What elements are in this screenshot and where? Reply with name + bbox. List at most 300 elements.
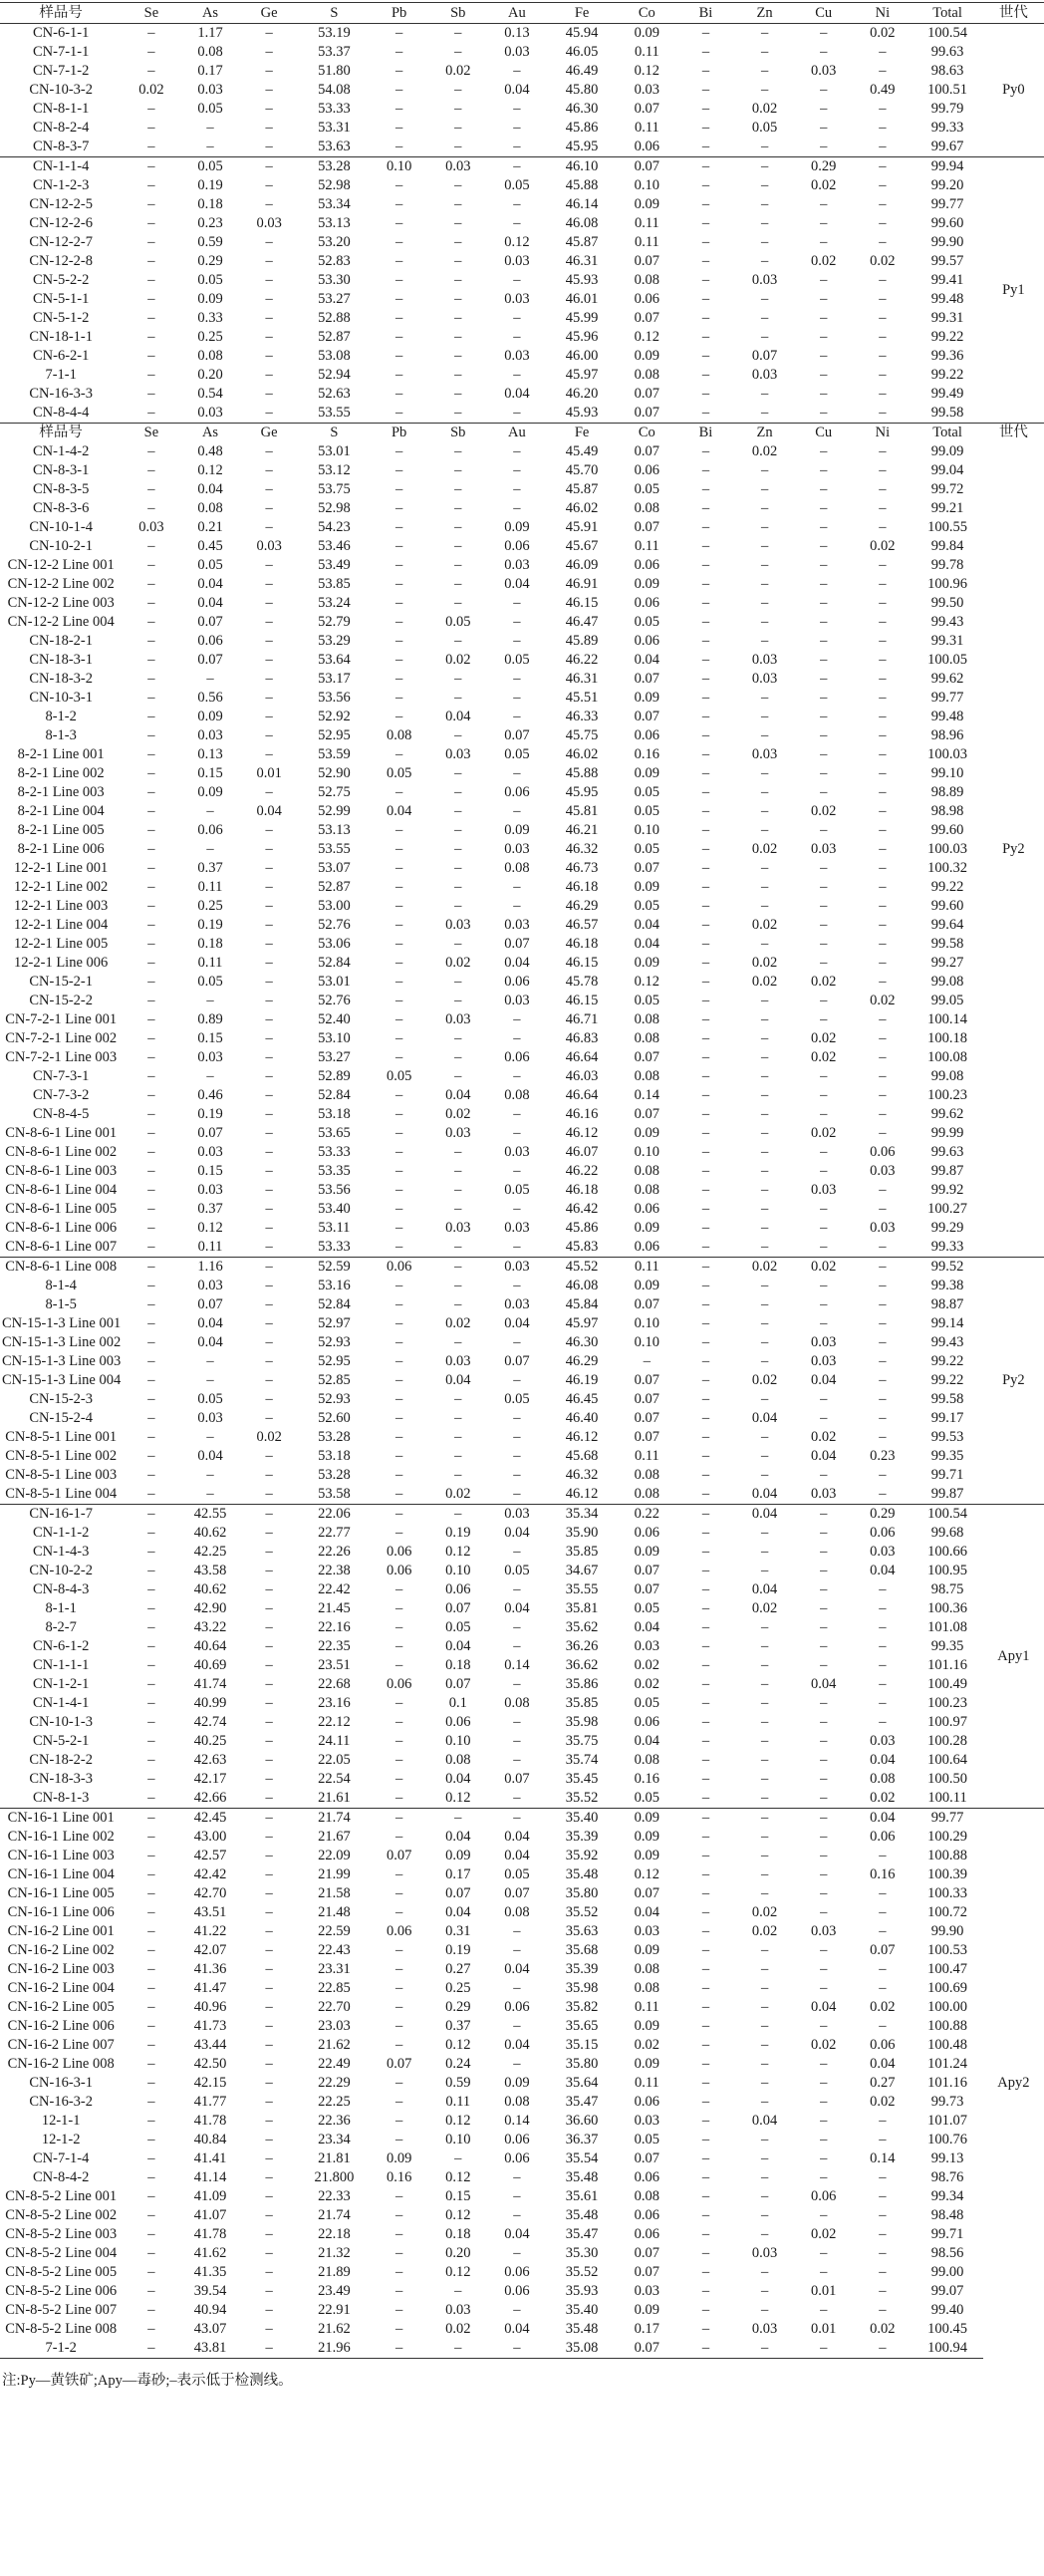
value-cell: 22.36 (318, 2113, 351, 2129)
value-cell: 99.79 (930, 101, 964, 117)
value-cell: 0.03 (634, 2283, 660, 2299)
value-cell: – (701, 1829, 710, 1845)
value-cell: – (820, 1866, 828, 1882)
value-cell: – (701, 2113, 710, 2129)
sample-id-cell: 8-2-1 Line 001 (17, 746, 105, 762)
sample-id-cell: CN-12-2-8 (29, 253, 93, 269)
value-cell: – (265, 841, 273, 857)
value-cell: 46.01 (565, 291, 599, 307)
value-cell: – (395, 63, 403, 79)
value-cell: 0.09 (618, 1809, 676, 1829)
value-cell: – (265, 44, 273, 60)
value-cell: – (794, 1505, 853, 1525)
value-cell: – (820, 500, 828, 516)
value-cell: – (454, 1429, 462, 1445)
value-cell: – (760, 291, 769, 307)
value-cell: – (265, 917, 273, 933)
value-cell: – (820, 2094, 828, 2110)
value-cell: – (879, 2018, 887, 2034)
value-cell: – (395, 633, 403, 649)
value-cell: – (265, 595, 273, 611)
value-cell: – (701, 690, 710, 706)
value-cell: – (879, 1980, 887, 1996)
value-cell: 0.08 (386, 727, 412, 743)
value-cell: 0.03 (504, 1144, 530, 1160)
value-cell: 52.84 (318, 1087, 351, 1103)
value-cell: – (513, 1790, 521, 1806)
value-cell: – (879, 784, 887, 800)
value-cell: 21.74 (318, 2207, 351, 2223)
value-cell: 100.03 (927, 841, 968, 857)
table-row (0, 575, 1044, 594)
table-row (0, 1428, 1044, 1447)
value-cell: 0.07 (634, 1391, 660, 1407)
sample-id-cell: CN-8-6-1 Line 005 (5, 1201, 118, 1217)
value-cell: – (513, 1486, 521, 1502)
value-cell: 0.27 (445, 1961, 471, 1977)
value-cell: 0.04 (811, 1372, 837, 1388)
value-cell: – (760, 500, 769, 516)
value-cell: 99.71 (930, 2226, 964, 2242)
value-cell: 0.03 (445, 917, 471, 933)
value-cell: – (794, 24, 853, 44)
value-cell: – (513, 1980, 521, 1996)
value-cell: – (701, 2283, 710, 2299)
value-cell: – (147, 765, 155, 781)
value-cell: – (760, 234, 769, 250)
value-cell: 99.64 (930, 917, 964, 933)
table-row (0, 821, 1044, 840)
value-cell: – (701, 481, 710, 497)
value-cell: – (147, 1942, 155, 1958)
value-cell: – (701, 557, 710, 573)
value-cell: 22.54 (318, 1771, 351, 1787)
value-cell: 99.27 (930, 955, 964, 971)
table-row (0, 935, 1044, 954)
value-cell: 100.23 (927, 1087, 968, 1103)
value-cell: 100.95 (927, 1563, 968, 1578)
value-cell: – (513, 2056, 521, 2072)
value-cell: – (395, 1980, 403, 1996)
sample-id-cell: CN-10-1-3 (29, 1714, 93, 1730)
table-row (0, 878, 1044, 897)
table-row (0, 119, 1044, 138)
value-cell: – (147, 2018, 155, 2034)
table-row (0, 1048, 1044, 1067)
value-cell: 53.18 (318, 1448, 351, 1464)
value-cell: – (265, 1961, 273, 1977)
value-cell: 22.12 (318, 1714, 351, 1730)
value-cell: – (206, 139, 214, 154)
value-cell: – (147, 1201, 155, 1217)
table-row (0, 1656, 1044, 1675)
value-cell: 0.04 (870, 1752, 896, 1768)
value-cell: – (879, 481, 887, 497)
value-cell: – (395, 2018, 403, 2034)
value-cell: – (513, 1733, 521, 1749)
value-cell: – (701, 386, 710, 402)
value-cell: – (760, 1619, 769, 1635)
value-cell: – (395, 1733, 403, 1749)
value-cell: – (265, 348, 273, 364)
value-cell: 100.08 (927, 1049, 968, 1065)
value-cell: – (454, 1278, 462, 1293)
value-cell: – (147, 652, 155, 668)
value-cell: 99.33 (930, 120, 964, 136)
value-cell: – (147, 1980, 155, 1996)
value-cell: – (454, 1467, 462, 1483)
value-cell: 0.04 (853, 1809, 912, 1829)
value-cell: – (879, 1087, 887, 1103)
value-cell: – (454, 595, 462, 611)
value-cell: 53.00 (318, 898, 351, 914)
value-cell: – (701, 462, 710, 478)
header-s: S (299, 3, 370, 24)
table-row (0, 537, 1044, 556)
value-cell: – (701, 215, 710, 231)
generation-label: Py1 (983, 157, 1044, 424)
value-cell: – (820, 310, 828, 326)
value-cell: 21.89 (318, 2264, 351, 2280)
value-cell: – (147, 1904, 155, 1920)
value-cell: 0.06 (870, 1525, 896, 1541)
value-cell: 0.04 (197, 1448, 223, 1464)
value-cell: – (395, 898, 403, 914)
table-row (0, 745, 1044, 764)
value-cell: – (820, 1790, 828, 1806)
value-cell: 0.10 (445, 2132, 471, 2147)
value-cell: 100.97 (927, 1714, 968, 1730)
value-cell: 53.27 (318, 1049, 351, 1065)
table-row (0, 138, 1044, 157)
value-cell: – (265, 2169, 273, 2185)
value-cell: 0.07 (634, 671, 660, 687)
value-cell: – (879, 1030, 887, 1046)
value-cell: – (147, 1125, 155, 1141)
value-cell: – (395, 291, 403, 307)
value-cell: – (676, 157, 735, 177)
value-cell: 46.15 (565, 993, 599, 1008)
value-cell: 35.55 (565, 1581, 599, 1597)
table-row (0, 1694, 1044, 1713)
value-cell: – (701, 1563, 710, 1578)
sample-id-cell: CN-8-2-4 (32, 120, 90, 136)
repeated-header-cell: S (299, 424, 370, 443)
value-cell: 0.06 (445, 1581, 471, 1597)
value-cell: – (879, 500, 887, 516)
value-cell: – (395, 1372, 403, 1388)
value-cell: – (513, 1581, 521, 1597)
value-cell: – (428, 1505, 487, 1525)
value-cell: – (147, 1353, 155, 1369)
value-cell: 46.57 (565, 917, 599, 933)
value-cell: – (701, 1467, 710, 1483)
value-cell: – (701, 1980, 710, 1996)
value-cell: 0.11 (618, 1258, 676, 1278)
value-cell: 0.09 (634, 2302, 660, 2318)
value-cell: – (513, 500, 521, 516)
value-cell: 53.19 (299, 24, 370, 44)
value-cell: 53.56 (318, 690, 351, 706)
value-cell: 40.69 (193, 1657, 227, 1673)
value-cell: – (820, 234, 828, 250)
value-cell: 0.06 (634, 1714, 660, 1730)
value-cell: – (701, 1315, 710, 1331)
value-cell: – (513, 101, 521, 117)
value-cell: – (147, 1391, 155, 1407)
value-cell: – (513, 1752, 521, 1768)
value-cell: 0.05 (445, 614, 471, 630)
value-cell: 46.09 (565, 557, 599, 573)
value-cell: 0.06 (870, 1144, 896, 1160)
value-cell: – (701, 1904, 710, 1920)
sample-id-cell: CN-18-3-2 (29, 671, 93, 687)
sample-id-cell: CN-5-1-1 (32, 291, 90, 307)
sample-id-cell: CN-16-1 Line 003 (7, 1848, 115, 1863)
value-cell: – (820, 2113, 828, 2129)
value-cell: – (760, 860, 769, 876)
table-row (0, 24, 1044, 44)
value-cell: 23.51 (318, 1657, 351, 1673)
value-cell: – (395, 557, 403, 573)
value-cell: 0.07 (634, 310, 660, 326)
value-cell: – (147, 1030, 155, 1046)
value-cell: 46.02 (565, 500, 599, 516)
value-cell: 46.12 (565, 1486, 599, 1502)
value-cell: – (735, 1809, 794, 1829)
value-cell: 0.04 (634, 917, 660, 933)
value-cell: 46.18 (565, 879, 599, 895)
value-cell: – (760, 1525, 769, 1541)
value-cell: 0.03 (197, 1278, 223, 1293)
value-cell: 0.03 (197, 1049, 223, 1065)
value-cell: – (454, 1201, 462, 1217)
value-cell: 99.31 (930, 633, 964, 649)
value-cell: – (206, 120, 214, 136)
value-cell: – (147, 1695, 155, 1711)
value-cell: – (701, 1182, 710, 1198)
value-cell: 0.05 (197, 272, 223, 288)
value-cell: – (760, 1467, 769, 1483)
value-cell: – (147, 1581, 155, 1597)
repeated-header-cell: Fe (546, 424, 617, 443)
value-cell: – (701, 822, 710, 838)
value-cell: 98.56 (930, 2245, 964, 2261)
sample-id-cell: 12-2-1 Line 002 (14, 879, 109, 895)
value-cell: – (147, 139, 155, 154)
value-cell: – (147, 898, 155, 914)
value-cell: – (760, 1657, 769, 1673)
value-cell: – (265, 2056, 273, 2072)
value-cell: 0.08 (634, 367, 660, 383)
value-cell: – (395, 177, 403, 193)
value-cell: – (760, 1163, 769, 1179)
value-cell: – (879, 44, 887, 60)
value-cell: – (879, 614, 887, 630)
value-cell: – (147, 462, 155, 478)
value-cell: 0.08 (197, 348, 223, 364)
value-cell: 0.02 (735, 1258, 794, 1278)
value-cell: 100.88 (927, 1848, 968, 1863)
value-cell: 99.71 (930, 1467, 964, 1483)
value-cell: 0.02 (870, 2321, 896, 2337)
value-cell: 0.06 (504, 1049, 530, 1065)
value-cell: 100.72 (927, 1904, 968, 1920)
value-cell: 45.70 (565, 462, 599, 478)
sample-id-cell: CN-16-1 Line 004 (7, 1866, 115, 1882)
value-cell: – (395, 1467, 403, 1483)
value-cell: 0.04 (445, 1087, 471, 1103)
value-cell: – (760, 2037, 769, 2053)
value-cell: – (395, 822, 403, 838)
value-cell: 0.04 (197, 481, 223, 497)
value-cell: 53.11 (318, 1220, 351, 1236)
value-cell: – (701, 1049, 710, 1065)
value-cell: – (820, 329, 828, 345)
value-cell: 0.03 (504, 993, 530, 1008)
value-cell: 98.76 (930, 2169, 964, 2185)
sample-id-cell: 12-2-1 Line 006 (14, 955, 109, 971)
table-row (0, 43, 1044, 62)
value-cell: 22.68 (318, 1676, 351, 1692)
value-cell: 0.04 (445, 709, 471, 724)
value-cell: – (147, 671, 155, 687)
value-cell: – (454, 727, 462, 743)
value-cell: 0.03 (445, 1125, 471, 1141)
value-cell: 46.22 (565, 1163, 599, 1179)
value-cell: 0.05 (504, 177, 530, 193)
value-cell: 0.03 (811, 1334, 837, 1350)
value-cell: – (760, 1220, 769, 1236)
value-cell: 53.64 (318, 652, 351, 668)
value-cell: – (701, 196, 710, 212)
value-cell: – (428, 24, 487, 44)
value-cell: 21.74 (299, 1809, 370, 1829)
value-cell: 0.29 (445, 1999, 471, 2015)
value-cell: – (820, 1771, 828, 1787)
value-cell: – (701, 671, 710, 687)
value-cell: 0.03 (197, 1410, 223, 1426)
sample-id-cell: CN-16-1 Line 001 (0, 1809, 122, 1829)
sample-id-cell: CN-8-6-1 Line 001 (5, 1125, 118, 1141)
sample-id-cell: CN-8-1-3 (32, 1790, 90, 1806)
value-cell: – (147, 1544, 155, 1560)
value-cell: 21.48 (318, 1904, 351, 1920)
sample-id-cell: CN-8-3-7 (32, 139, 90, 154)
value-cell: – (760, 2226, 769, 2242)
value-cell: 99.60 (930, 898, 964, 914)
value-cell: – (147, 1525, 155, 1541)
value-cell: – (879, 879, 887, 895)
value-cell: – (265, 310, 273, 326)
value-cell: 0.07 (634, 2245, 660, 2261)
value-cell: – (820, 2056, 828, 2072)
value-cell: – (147, 1239, 155, 1255)
value-cell: – (454, 841, 462, 857)
value-cell: – (395, 841, 403, 857)
value-cell: 0.05 (634, 993, 660, 1008)
value-cell: – (760, 1011, 769, 1027)
value-cell: 52.98 (318, 177, 351, 193)
value-cell: 0.02 (445, 2321, 471, 2337)
header-bi: Bi (676, 3, 735, 24)
value-cell: 0.06 (504, 538, 530, 554)
value-cell: – (265, 1315, 273, 1331)
value-cell: 0.08 (634, 1980, 660, 1996)
table-row (0, 1580, 1044, 1599)
value-cell: 0.03 (811, 63, 837, 79)
value-cell: – (879, 2132, 887, 2147)
value-cell: – (454, 1448, 462, 1464)
sample-id-cell: CN-15-2-4 (29, 1410, 93, 1426)
value-cell: – (147, 1011, 155, 1027)
value-cell: 99.48 (930, 291, 964, 307)
value-cell: – (147, 1296, 155, 1312)
repeated-header-row (0, 424, 1044, 443)
value-cell: – (820, 1942, 828, 1958)
value-cell: – (820, 2132, 828, 2147)
value-cell: 22.38 (318, 1563, 351, 1578)
value-cell: – (147, 1752, 155, 1768)
value-cell: – (820, 1563, 828, 1578)
value-cell: – (701, 82, 710, 98)
value-cell: – (513, 614, 521, 630)
value-cell: 0.05 (504, 746, 530, 762)
value-cell: – (820, 1467, 828, 1483)
value-cell: 0.03 (870, 1163, 896, 1179)
value-cell: 53.27 (318, 291, 351, 307)
table-row (0, 1485, 1044, 1505)
value-cell: – (820, 120, 828, 136)
value-cell: 0.05 (504, 1866, 530, 1882)
value-cell: – (265, 576, 273, 592)
value-cell: – (265, 386, 273, 402)
value-cell: 0.17 (197, 63, 223, 79)
table-footnote: 注:Py—黄铁矿;Apy—毒砂;–表示低于检测线。 (2, 2373, 293, 2389)
value-cell: – (701, 1239, 710, 1255)
value-cell: – (513, 1106, 521, 1122)
value-cell: 40.94 (193, 2302, 227, 2318)
value-cell: – (265, 1087, 273, 1103)
value-cell: 0.02 (445, 1486, 471, 1502)
value-cell: 0.06 (634, 2094, 660, 2110)
value-cell: – (701, 2169, 710, 2185)
sample-id-cell: CN-16-1 Line 002 (7, 1829, 115, 1845)
value-cell: 35.63 (565, 1923, 599, 1939)
value-cell: – (147, 1638, 155, 1654)
value-cell: – (395, 746, 403, 762)
sample-id-cell: CN-16-1 Line 005 (7, 1885, 115, 1901)
value-cell: 0.05 (445, 1619, 471, 1635)
sample-id-cell: 12-2-1 Line 003 (14, 898, 109, 914)
value-cell: – (701, 1600, 710, 1616)
value-cell: 41.22 (193, 1923, 227, 1939)
value-cell: 22.85 (318, 1980, 351, 1996)
value-cell: – (701, 784, 710, 800)
value-cell: 0.05 (197, 101, 223, 117)
sample-id-cell: CN-15-1-3 Line 001 (2, 1315, 122, 1331)
value-cell: – (395, 348, 403, 364)
value-cell: 0.09 (634, 2056, 660, 2072)
value-cell: – (760, 1999, 769, 2015)
value-cell: 0.02 (870, 2094, 896, 2110)
value-cell: – (147, 614, 155, 630)
value-cell: 0.04 (634, 1619, 660, 1635)
value-cell: – (701, 1296, 710, 1312)
value-cell: – (265, 196, 273, 212)
value-cell: – (265, 1733, 273, 1749)
value-cell: – (454, 633, 462, 649)
